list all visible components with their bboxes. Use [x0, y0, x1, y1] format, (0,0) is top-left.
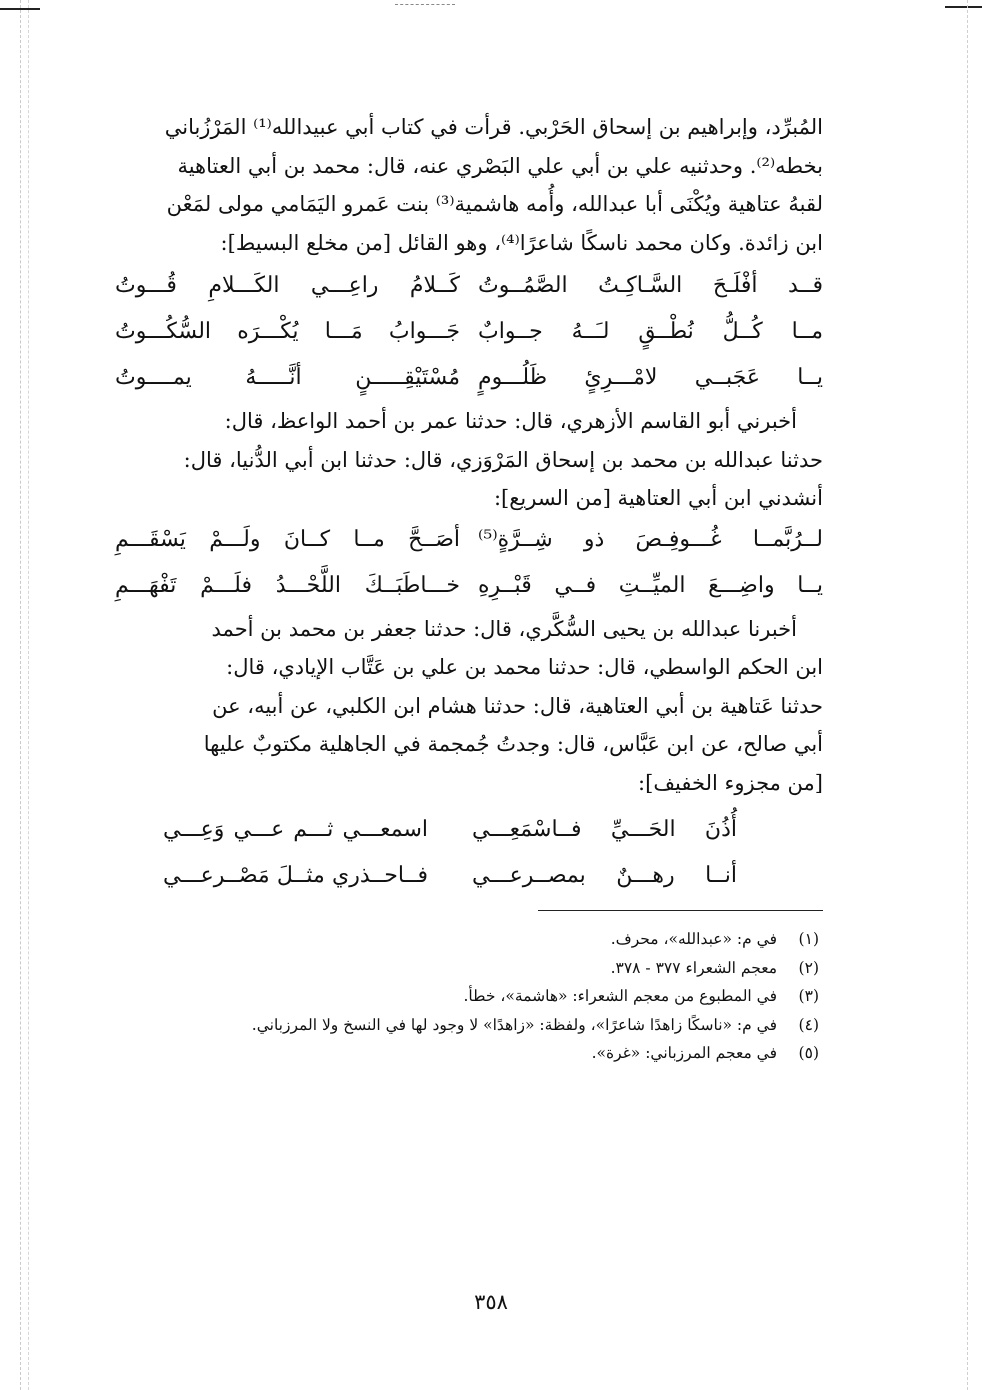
verse-second-hemistich: اسمعـــي ثـــم عـــي وَعِـــي	[163, 817, 428, 842]
page-body	[115, 108, 823, 1068]
scan-margin-line	[20, 0, 21, 1390]
footnote-text: في م: «عبدالله»، محرف.	[610, 930, 777, 948]
verse-first-hemistich: يــا عَجَبــي لامْـــرِئٍ ظَلُـــومٍ	[478, 365, 823, 390]
prose-line: أخبرنا عبدالله بن يحيى السُّكَّري، قال: حدثنا جعفر بن محمد بن أحمد	[211, 616, 797, 641]
verse-first-hemistich: أنــا رهـــنٌ بمصــرعـــي	[472, 863, 737, 888]
prose-line: المُبرِّد، وإبراهيم بن إسحاق الحَرْبي. قرأت في كتاب أبي عبيدالله⁽¹⁾ المَرْزُباني	[164, 115, 823, 139]
footnote	[115, 1011, 819, 1040]
prose-line: أبي صالح، عن ابن عَبَّاس، قال: وجدتُ جُمجمة في الجاهلية مكتوبٌ عليها	[203, 732, 823, 756]
footnote-number: (٥)	[798, 1044, 819, 1062]
footnote	[115, 1039, 819, 1068]
footnote	[115, 925, 819, 954]
footnote-separator	[538, 910, 823, 911]
verse-first-hemistich: أُذُنَ الحَـــيِّ فــاسْمَعِـــي	[472, 817, 737, 842]
prose-block-2	[115, 402, 823, 518]
verse-first-hemistich: قــد أفْلَـحَ السَّـاكِـتُ الصَّمُــوتُ	[478, 273, 823, 298]
verse-line	[115, 518, 823, 564]
footnote-text: في المطبوع من معجم الشعراء: «هاشمة»، خطأ.	[463, 987, 777, 1005]
footnote-number: (٢)	[798, 958, 819, 977]
prose-line: حدثنا عَتاهية بن أبي العتاهية، قال: حدثنا هشام ابن الكلبي، عن أبيه، عن	[212, 693, 823, 718]
verse-line	[115, 356, 823, 402]
verse-first-hemistich: لــرُبَّمــا غُـــوفِـصَ ذو شِــرَّةٍ⁽⁵⁾	[478, 526, 823, 552]
footnote-number: (٤)	[798, 1015, 819, 1034]
verse-second-hemistich: أصَــحَّ مــا كــانَ ولَـــمْ يَسْقَـــمِ	[115, 526, 460, 552]
verse-second-hemistich: خـــاطَبَــكَ اللَّحْـــدُ فلَـــمْ تَفْهَـــمِ	[115, 572, 460, 598]
scan-margin-line	[28, 0, 29, 1390]
scan-edge-mark	[395, 4, 455, 5]
footnote	[115, 954, 819, 983]
verse-second-hemistich: كَــلامُ راعِـــي الكَـــلامِ قُـــوتُ	[115, 273, 460, 298]
verse-line	[115, 854, 823, 900]
verse-second-hemistich: مُسْتَيْقِـــــنٍ أنَّـــــهُ يمــــوتُ	[115, 365, 460, 390]
prose-line: أخبرني أبو القاسم الأزهري، قال: حدثنا عمر بن أحمد الواعظ، قال:	[224, 409, 797, 433]
scan-edge-mark	[945, 6, 982, 8]
footnotes	[115, 925, 823, 1068]
prose-line: أنشدني ابن أبي العتاهية [من السريع]:	[493, 486, 823, 510]
verse-line	[115, 310, 823, 356]
page-number: ٣٥٨	[474, 1290, 508, 1314]
verse-line	[115, 564, 823, 610]
footnote-text: معجم الشعراء ٣٧٧ - ٣٧٨.	[610, 958, 777, 977]
verse-line	[115, 808, 823, 854]
footnote-number: (٣)	[798, 987, 819, 1005]
prose-line: لقبهُ عتاهية ويُكْنَى أبا عبدالله، وأُمه هاشمية⁽³⁾ بنت عَمرو اليَمَامي مولى لمَعْن	[166, 192, 823, 216]
poem-block-2	[115, 518, 823, 610]
verse-second-hemistich: فــاحــذري مثــلَ مَصْــرعـــي	[163, 863, 428, 888]
verse-first-hemistich: يــا واضِـــعَ الميِّــتِ فــي قَبْــرِهِ	[478, 572, 823, 598]
verse-first-hemistich: مــا كُــلُّ نُطْــقٍ لـَــهُ جــوابٌ	[478, 319, 823, 344]
verse-line	[115, 264, 823, 310]
prose-line: [من مجزوء الخفيف]:	[638, 770, 823, 795]
prose-line: ابن الحكم الواسطي، قال: حدثنا محمد بن علي بن عَتَّاب الإيادي، قال:	[226, 655, 823, 679]
prose-line: حدثنا عبدالله بن محمد بن إسحاق المَرْوَزي، قال: حدثنا ابن أبي الدُّنيا، قال:	[183, 447, 823, 472]
prose-line: ابن زائدة. وكان محمد ناسكًا شاعرًا⁽⁴⁾، وهو القائل [من مخلع البسيط]:	[220, 230, 823, 255]
poem-block-1	[115, 264, 823, 402]
footnote-text: في م: «ناسكًا زاهدًا شاعرًا»، ولفظة: «زاهدًا» لا وجود لها في النسخ ولا المرزباني.	[251, 1015, 777, 1034]
scan-margin-line	[967, 0, 968, 1390]
poem-block-3	[115, 808, 823, 900]
footnote-number: (١)	[798, 930, 819, 948]
verse-second-hemistich: جَـــوابُ مَـــا يُكْـــرَه السُّكُـــوتُ	[115, 319, 460, 344]
footnote	[115, 982, 819, 1011]
prose-block-1	[115, 108, 823, 262]
prose-line: بخطه⁽²⁾. وحدثنيه علي بن أبي علي البَصْري عنه، قال: محمد بن أبي العتاهية	[177, 153, 823, 178]
prose-block-3	[115, 610, 823, 803]
footnote-text: في معجم المرزباني: «غرة».	[591, 1044, 777, 1062]
